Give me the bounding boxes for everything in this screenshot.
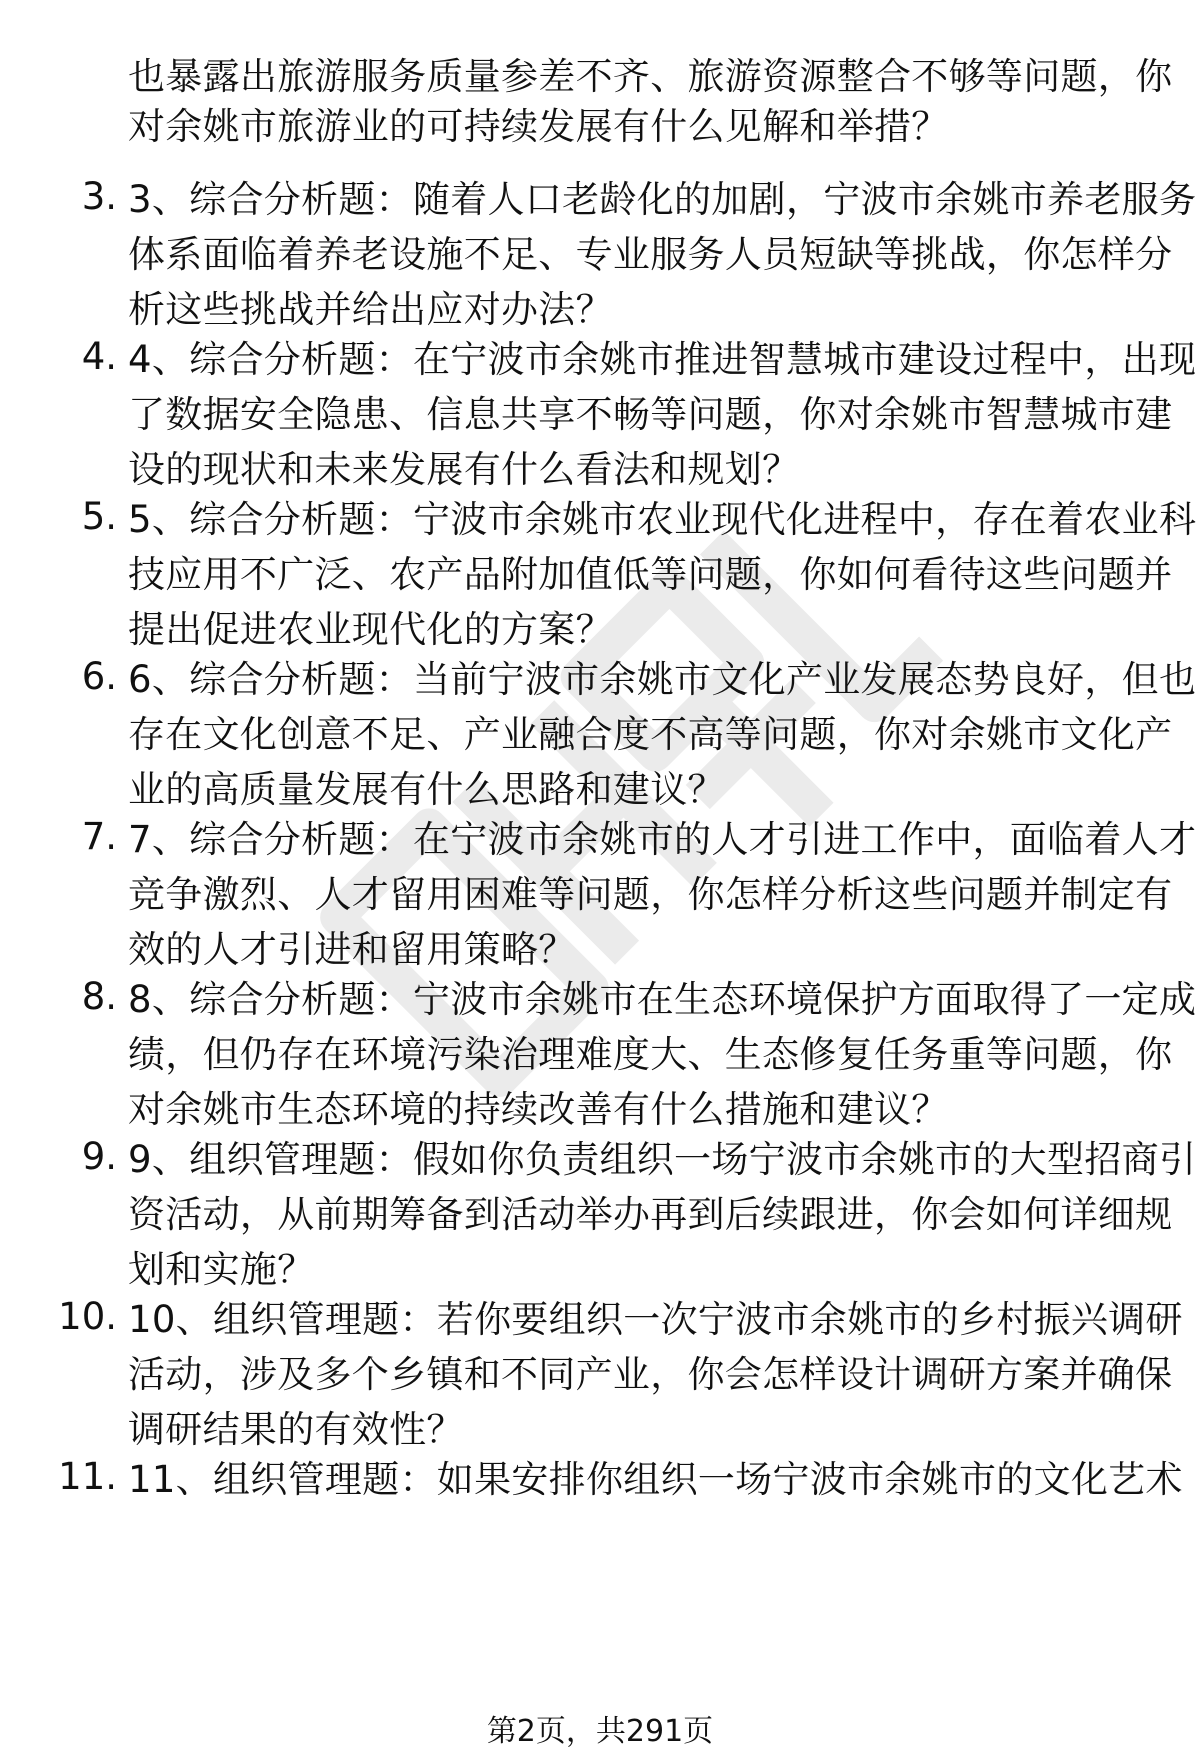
- list-item-line: 11、组织管理题：如果安排你组织一场宁波市余姚市的文化艺术: [128, 1458, 1183, 1501]
- list-item-number: 5.: [81, 495, 117, 538]
- list-item-line: 调研结果的有效性？: [128, 1408, 464, 1451]
- list-item-number: 3.: [81, 175, 117, 218]
- page-footer: 第2页，共291页: [486, 1714, 714, 1749]
- list-item-line: 8、综合分析题：宁波市余姚市在生态环境保护方面取得了一定成: [128, 978, 1197, 1021]
- list-item-number: 7.: [81, 815, 117, 858]
- list-item-line: 9、组织管理题：假如你负责组织一场宁波市余姚市的大型招商引: [128, 1138, 1197, 1181]
- list-item-number: 8.: [81, 975, 117, 1018]
- list-item-line: 4、综合分析题：在宁波市余姚市推进智慧城市建设过程中，出现: [128, 338, 1197, 381]
- list-item-number: 4.: [81, 335, 117, 378]
- list-item-number: 10.: [58, 1295, 117, 1338]
- list-item-line: 3、综合分析题：随着人口老龄化的加剧，宁波市余姚市养老服务: [128, 178, 1197, 221]
- list-item-line: 5、综合分析题：宁波市余姚市农业现代化进程中，存在着农业科: [128, 498, 1197, 541]
- list-item-line: 业的高质量发展有什么思路和建议？: [128, 768, 725, 811]
- list-item-line: 析这些挑战并给出应对办法？: [128, 288, 613, 331]
- continuation-line-2: 对余姚市旅游业的可持续发展有什么见解和举措？: [128, 105, 949, 148]
- list-item-line: 竞争激烈、人才留用困难等问题，你怎样分析这些问题并制定有: [128, 873, 1173, 916]
- list-item-line: 提出促进农业现代化的方案？: [128, 608, 613, 651]
- list-item-line: 资活动，从前期筹备到活动举办再到后续跟进，你会如何详细规: [128, 1193, 1173, 1236]
- continuation-line-1: 也暴露出旅游服务质量参差不齐、旅游资源整合不够等问题，你: [128, 55, 1173, 98]
- list-item-line: 对余姚市生态环境的持续改善有什么措施和建议？: [128, 1088, 949, 1131]
- list-item-line: 了数据安全隐患、信息共享不畅等问题，你对余姚市智慧城市建: [128, 393, 1173, 436]
- list-item-line: 划和实施？: [128, 1248, 315, 1291]
- list-item-line: 技应用不广泛、农产品附加值低等问题，你如何看待这些问题并: [128, 553, 1173, 596]
- list-item-line: 存在文化创意不足、产业融合度不高等问题，你对余姚市文化产: [128, 713, 1173, 756]
- list-item-line: 6、综合分析题：当前宁波市余姚市文化产业发展态势良好，但也: [128, 658, 1197, 701]
- list-item-line: 绩，但仍存在环境污染治理难度大、生态修复任务重等问题，你: [128, 1033, 1173, 1076]
- list-item-line: 7、综合分析题：在宁波市余姚市的人才引进工作中，面临着人才: [128, 818, 1197, 861]
- list-item-line: 10、组织管理题：若你要组织一次宁波市余姚市的乡村振兴调研: [128, 1298, 1183, 1341]
- list-item-number: 6.: [81, 655, 117, 698]
- list-item-line: 体系面临着养老设施不足、专业服务人员短缺等挑战，你怎样分: [128, 233, 1173, 276]
- list-item-number: 11.: [58, 1455, 117, 1498]
- list-item-line: 效的人才引进和留用策略？: [128, 928, 576, 971]
- list-item-line: 活动，涉及多个乡镇和不同产业，你会怎样设计调研方案并确保: [128, 1353, 1173, 1396]
- list-item-number: 9.: [81, 1135, 117, 1178]
- list-item-line: 设的现状和未来发展有什么看法和规划？: [128, 448, 800, 491]
